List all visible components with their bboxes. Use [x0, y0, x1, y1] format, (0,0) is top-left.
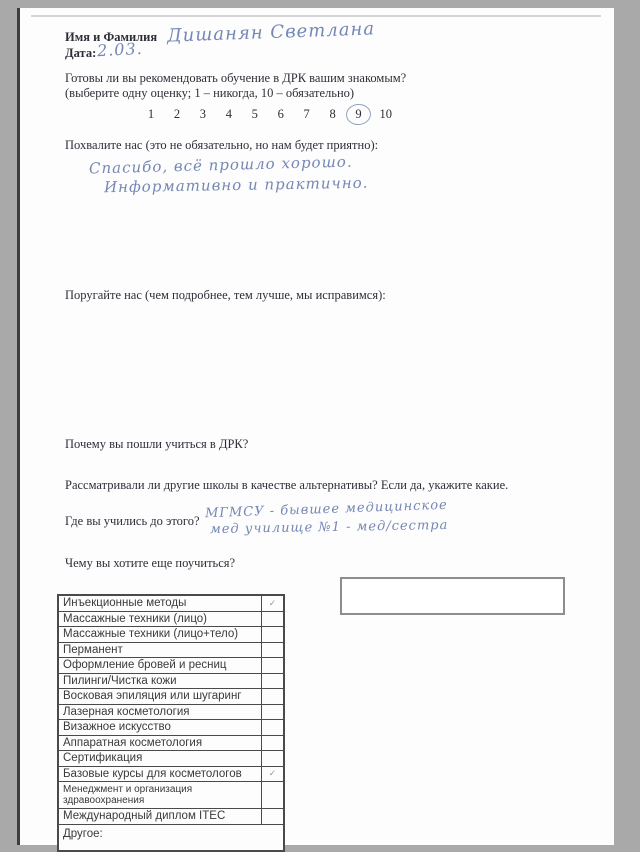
empty-answer-box[interactable] — [340, 577, 565, 615]
course-row — [59, 736, 283, 752]
course-checkbox[interactable] — [261, 674, 283, 689]
course-checkbox[interactable] — [261, 612, 283, 627]
previous-study-answer-line2: мед училище №1 - мед/сестра — [209, 517, 449, 538]
checkmark-icon: ✓ — [268, 768, 277, 779]
course-checkbox[interactable] — [261, 767, 283, 782]
scale-option-3[interactable]: 3 — [199, 107, 206, 121]
course-row — [59, 705, 283, 721]
course-checkbox[interactable] — [261, 720, 283, 735]
scale-option-2[interactable]: 2 — [173, 107, 181, 121]
course-label: Международный диплом ITEC — [63, 810, 226, 823]
praise-label: Похвалите нас (это не обязательно, но нам будет приятно): — [65, 138, 379, 152]
why-question-label: Почему вы пошли учиться в ДРК? — [65, 437, 249, 451]
criticize-label: Поругайте нас (чем подробнее, тем лучше, мы исправимся): — [65, 288, 386, 302]
course-row — [59, 809, 283, 825]
course-other-row[interactable] — [59, 825, 283, 850]
course-row — [59, 674, 283, 690]
scale-option-7[interactable]: 7 — [303, 107, 310, 121]
scan-top-edge-line — [31, 15, 601, 17]
course-checkbox[interactable] — [261, 627, 283, 642]
courses-table — [57, 594, 285, 852]
course-checkbox[interactable] — [261, 596, 283, 611]
name-label: Имя и Фамилия — [65, 30, 158, 44]
course-other-label: Другое: — [63, 827, 103, 840]
course-label: Массажные техники (лицо+тело) — [63, 628, 239, 641]
course-row — [59, 612, 283, 628]
course-label: Аппаратная косметология — [63, 736, 203, 749]
course-label: Восковая эпиляция или шугаринг — [63, 690, 242, 703]
course-row — [59, 720, 283, 736]
course-checkbox[interactable] — [261, 658, 283, 673]
course-row — [59, 689, 283, 705]
course-row — [59, 643, 283, 659]
course-label: Инъекционные методы — [63, 597, 187, 610]
course-checkbox[interactable] — [261, 643, 283, 658]
alternatives-question-label: Рассматривали ли другие школы в качестве альтернативы? Если да, укажите какие. — [65, 478, 509, 492]
course-checkbox[interactable] — [261, 782, 283, 808]
scale-option-8[interactable]: 8 — [329, 107, 336, 121]
date-handwritten-value: 2.03. — [96, 38, 144, 61]
course-checkbox[interactable] — [261, 689, 283, 704]
course-row — [59, 782, 283, 809]
rating-scale — [146, 107, 392, 122]
course-checkbox[interactable] — [261, 751, 283, 766]
previous-study-label: Где вы учились до этого? — [65, 514, 200, 528]
course-checkbox[interactable] — [261, 809, 283, 824]
scale-option-10[interactable]: 10 — [379, 107, 392, 121]
praise-answer-line2: Информативно и практично. — [103, 173, 369, 197]
recommend-hint: (выберите одну оценку; 1 – никогда, 10 – обязательно) — [65, 86, 355, 100]
course-label: Массажные техники (лицо) — [63, 612, 208, 625]
course-row — [59, 627, 283, 643]
scale-9-number: 9 — [355, 107, 362, 121]
course-row — [59, 596, 283, 612]
course-row — [59, 767, 283, 783]
checkmark-icon: ✓ — [268, 597, 277, 608]
pen-circle-mark — [345, 103, 372, 126]
course-label: Менеджмент и организация здравоохранения — [63, 783, 193, 806]
course-label: Пилинги/Чистка кожи — [63, 674, 177, 687]
course-label: Лазерная косметология — [63, 705, 190, 718]
previous-study-answer-line1: МГМСУ - бывшее медицинское — [204, 497, 449, 522]
scale-option-5[interactable]: 5 — [251, 107, 258, 121]
course-label: Сертификация — [63, 752, 143, 765]
scan-spine-shadow — [17, 8, 20, 845]
course-label: Оформление бровей и ресниц — [63, 659, 227, 672]
course-label: Визажное искусство — [63, 721, 171, 734]
scale-option-4[interactable]: 4 — [225, 107, 232, 121]
scale-option-1[interactable]: 1 — [147, 107, 155, 121]
date-label: Дата: — [65, 46, 97, 60]
name-handwritten-value: Дишанян Светлана — [166, 18, 376, 47]
course-label: Перманент — [63, 643, 123, 656]
recommend-question: Готовы ли вы рекомендовать обучение в ДРК вашим знакомым? — [65, 71, 407, 85]
scale-option-6[interactable]: 6 — [277, 107, 284, 121]
course-checkbox[interactable] — [261, 705, 283, 720]
praise-answer-line1: Спасибо, всё прошло хорошо. — [88, 152, 353, 178]
scale-option-9-selected[interactable] — [354, 107, 364, 122]
course-row — [59, 658, 283, 674]
course-row — [59, 751, 283, 767]
course-label: Базовые курсы для косметологов — [63, 767, 242, 780]
scanned-page — [17, 8, 614, 845]
learn-more-label: Чему вы хотите еще поучиться? — [65, 556, 236, 570]
course-checkbox[interactable] — [261, 736, 283, 751]
